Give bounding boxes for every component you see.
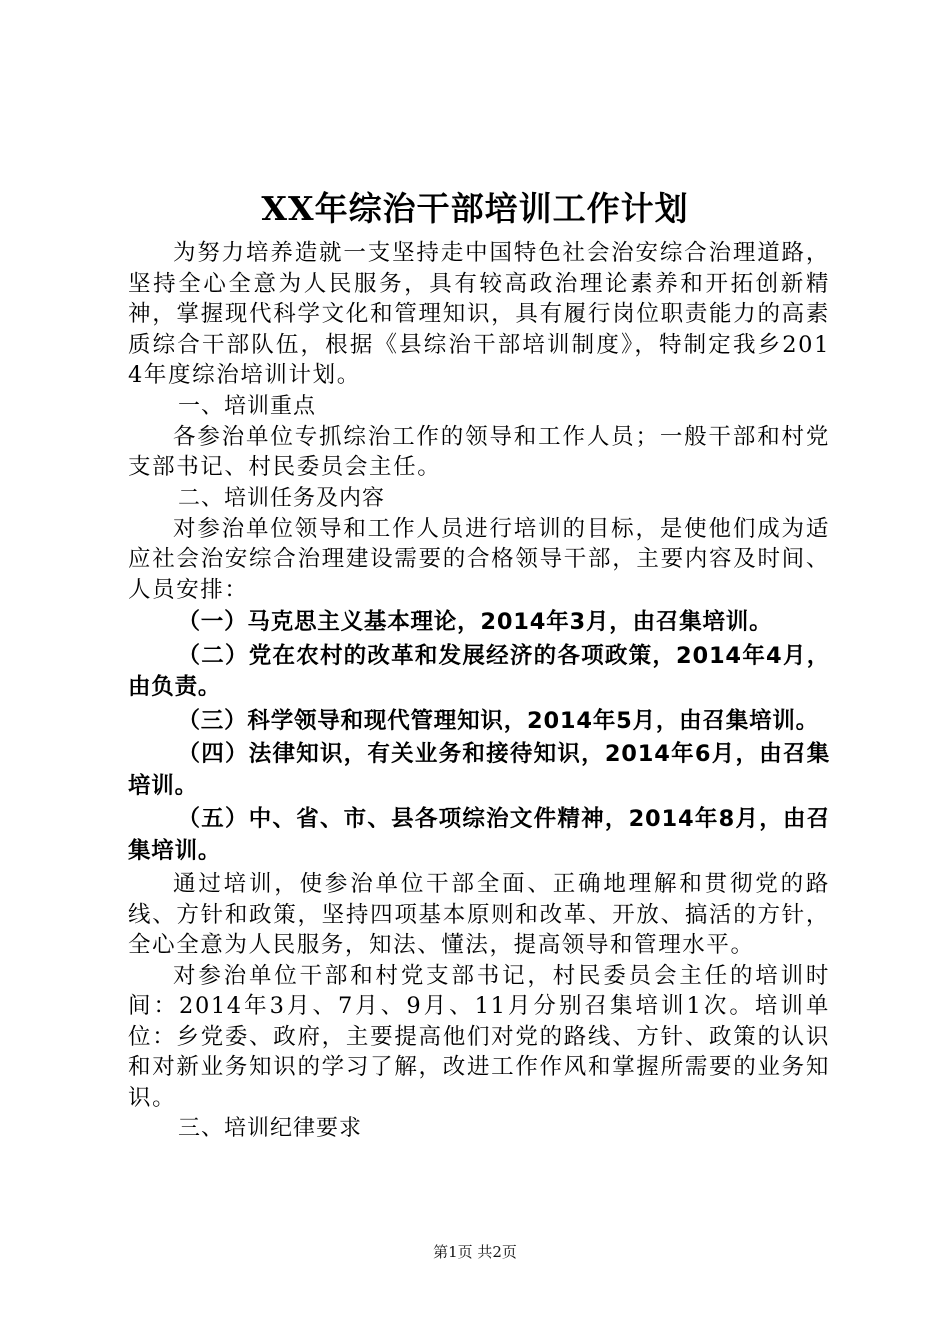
training-item: （一）马克思主义基本理论，2014年3月，由召集培训。 bbox=[177, 609, 773, 635]
training-item: （三）科学领导和现代管理知识，2014年5月，由召集培训。 bbox=[177, 707, 819, 734]
section-heading-2: 二、培训任务及内容 bbox=[178, 485, 386, 511]
section-heading-3: 三、培训纪律要求 bbox=[178, 1116, 363, 1141]
schedule-paragraph: 对参治单位干部和村党支部书记，村民委员会主任的培训时间：2014年3月、7月、9月、11月分别召集培训1次。培训单位：乡党委、政府，主要提高他们对党的路线、方针、政策的认识和对新业务知识的学习了解，改进工作作风和掌握所需要的业务知识。 bbox=[128, 962, 830, 1111]
intro-paragraph: 为努力培养造就一支坚持走中国特色社会治安综合治理道路，坚持全心全意为人民服务，具有较高政治理论素养和开拓创新精神，掌握现代科学文化和管理知识，具有履行岗位职责能力的高素质综合干部队伍，根据《县综治干部培训制度》，特制定我乡2014年度综治培训计划。 bbox=[128, 240, 830, 388]
training-item: （四）法律知识，有关业务和接待知识，2014年6月，由召集培训。 bbox=[128, 741, 830, 799]
page-footer: 第1页 共2页 bbox=[433, 1243, 517, 1261]
training-item: （五）中、省、市、县各项综治文件精神，2014年8月，由召集培训。 bbox=[128, 806, 830, 864]
section-heading-1: 一、培训重点 bbox=[178, 393, 317, 419]
section-1-paragraph: 各参治单位专抓综治工作的领导和工作人员；一般干部和村党支部书记、村民委员会主任。 bbox=[128, 423, 830, 480]
outcome-paragraph: 通过培训，使参治单位干部全面、正确地理解和贯彻党的路线、方针和政策，坚持四项基本原则和改革、开放、搞活的方针，全心全意为人民服务，知法、懂法，提高领导和管理水平。 bbox=[128, 871, 830, 958]
section-2-paragraph: 对参治单位领导和工作人员进行培训的目标，是使他们成为适应社会治安综合治理建设需要的合格领导干部，主要内容及时间、人员安排： bbox=[128, 515, 830, 603]
document-title: XX年综治干部培训工作计划 bbox=[261, 189, 689, 228]
training-item: （二）党在农村的改革和发展经济的各项政策，2014年4月，由负责。 bbox=[128, 642, 830, 700]
document-body bbox=[128, 184, 830, 1144]
